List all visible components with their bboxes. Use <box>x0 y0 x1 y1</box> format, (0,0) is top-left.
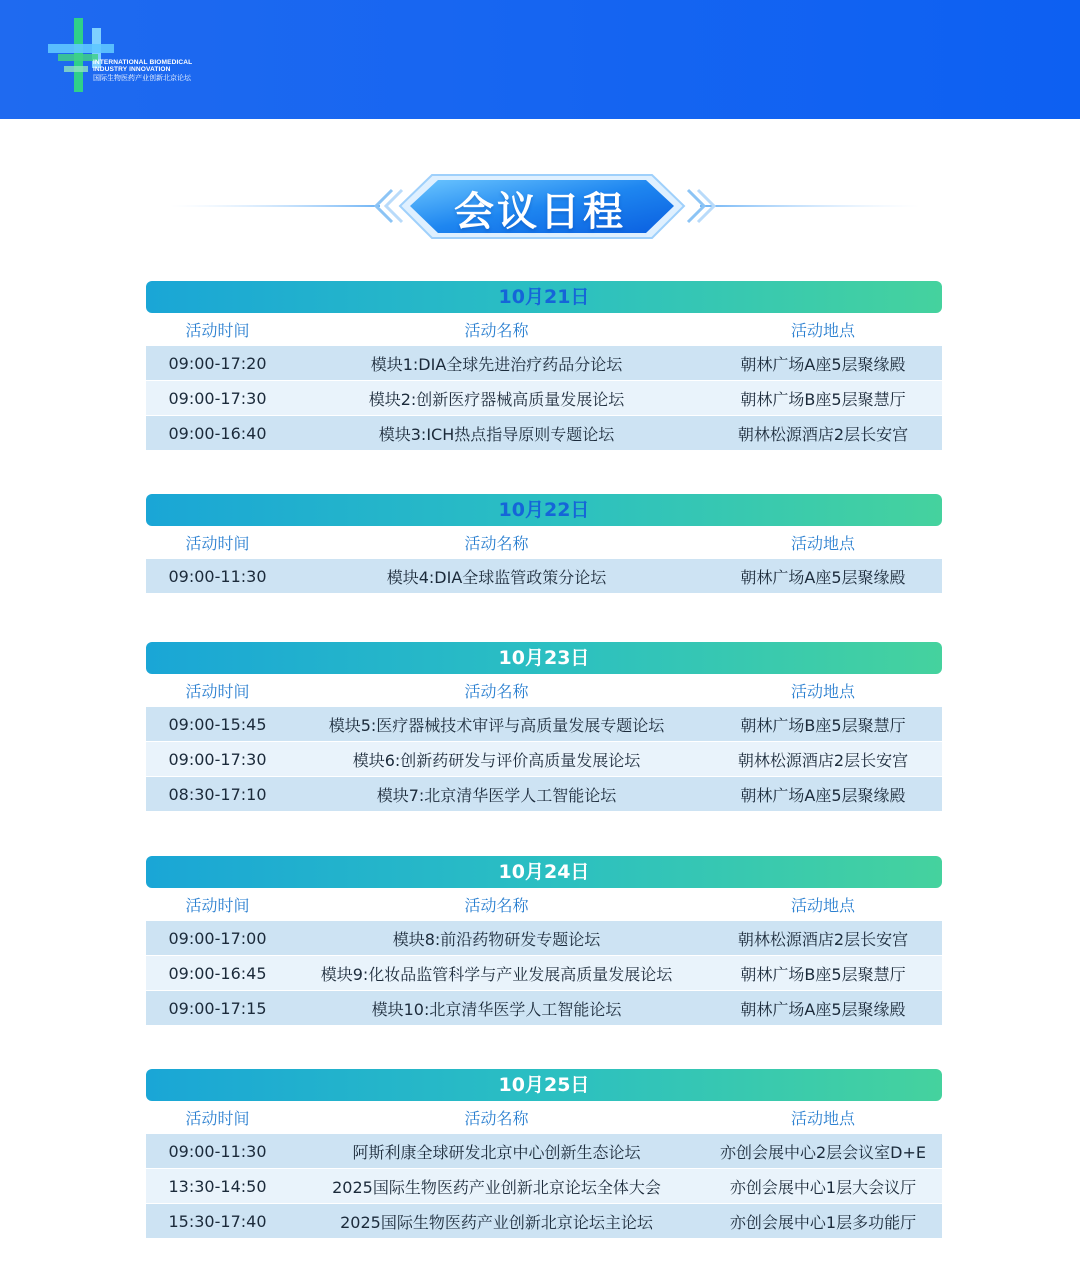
session-name: 模块5:医疗器械技术审评与高质量发展专题论坛 <box>328 715 665 735</box>
session-time: 08:30-17:10 <box>168 784 267 804</box>
session-name: 模块7:北京清华医学人工智能论坛 <box>376 785 617 805</box>
table-row <box>146 1134 942 1168</box>
column-header-time: 活动时间 <box>185 1109 250 1128</box>
session-location: 朝林广场A座5层聚缘殿 <box>740 354 906 374</box>
session-name: 2025国际生物医药产业创新北京论坛主论坛 <box>340 1212 653 1232</box>
session-location: 朝林广场A座5层聚缘殿 <box>740 999 906 1019</box>
session-name: 模块8:前沿药物研发专题论坛 <box>392 929 601 949</box>
table-row <box>146 346 942 380</box>
session-name: 模块1:DIA全球先进治疗药品分论坛 <box>370 354 623 374</box>
table-row <box>146 1169 942 1203</box>
column-header-location: 活动地点 <box>790 321 855 340</box>
session-time: 09:00-17:15 <box>168 998 267 1018</box>
session-location: 亦创会展中心1层多功能厅 <box>729 1212 917 1232</box>
table-row <box>146 707 942 741</box>
session-time: 09:00-17:20 <box>168 353 267 373</box>
session-name: 阿斯利康全球研发北京中心创新生态论坛 <box>352 1142 641 1162</box>
table-row <box>146 1204 942 1238</box>
date-header: 10月22日 <box>146 494 942 526</box>
logo-chinese-text: 国际生物医药产业创新北京论坛 <box>93 73 191 82</box>
column-header-name: 活动名称 <box>464 896 529 915</box>
column-header-time: 活动时间 <box>185 896 250 915</box>
session-name: 模块6:创新药研发与评价高质量发展论坛 <box>352 750 641 770</box>
day-section-4 <box>146 856 942 1026</box>
session-time: 09:00-17:30 <box>168 388 267 408</box>
session-location: 朝林广场A座5层聚缘殿 <box>740 567 906 587</box>
column-header-name: 活动名称 <box>464 534 529 553</box>
session-time: 09:00-11:30 <box>168 566 267 586</box>
day-section-5 <box>146 1069 942 1239</box>
session-time: 09:00-15:45 <box>168 714 267 734</box>
day-section-2 <box>146 494 942 594</box>
session-time: 09:00-16:45 <box>168 963 267 983</box>
column-header-row <box>146 1101 942 1134</box>
column-header-location: 活动地点 <box>790 896 855 915</box>
column-header-location: 活动地点 <box>790 534 855 553</box>
table-row <box>146 777 942 811</box>
session-time: 09:00-17:00 <box>168 928 267 948</box>
date-header: 10月24日 <box>146 856 942 888</box>
session-name: 模块9:化妆品监管科学与产业发展高质量发展论坛 <box>320 964 673 984</box>
session-time: 13:30-14:50 <box>168 1176 267 1196</box>
session-location: 朝林广场B座5层聚慧厅 <box>740 389 906 409</box>
table-row <box>146 381 942 415</box>
table-row <box>146 956 942 990</box>
session-location: 朝林广场B座5层聚慧厅 <box>740 964 906 984</box>
column-header-name: 活动名称 <box>464 321 529 340</box>
column-header-row <box>146 674 942 707</box>
session-name: 模块2:创新医疗器械高质量发展论坛 <box>368 389 625 409</box>
session-name: 2025国际生物医药产业创新北京论坛全体大会 <box>332 1177 661 1197</box>
table-row <box>146 559 942 593</box>
column-header-row <box>146 526 942 559</box>
column-header-row <box>146 888 942 921</box>
column-header-time: 活动时间 <box>185 534 250 553</box>
table-row <box>146 416 942 450</box>
column-header-row <box>146 313 942 346</box>
session-name: 模块10:北京清华医学人工智能论坛 <box>371 999 622 1019</box>
session-time: 09:00-16:40 <box>168 423 267 443</box>
column-header-location: 活动地点 <box>790 1109 855 1128</box>
column-header-time: 活动时间 <box>185 682 250 701</box>
session-location: 亦创会展中心2层会议室D+E <box>719 1142 927 1162</box>
table-row <box>146 921 942 955</box>
logo-text <box>93 60 192 82</box>
date-header: 10月25日 <box>146 1069 942 1101</box>
page-title: 会议日程 <box>454 189 626 235</box>
session-name: 模块3:ICH热点指导原则专题论坛 <box>378 424 615 444</box>
session-name: 模块4:DIA全球监管政策分论坛 <box>386 567 607 587</box>
session-location: 朝林松源酒店2层长安宫 <box>737 929 909 949</box>
session-location: 朝林松源酒店2层长安宫 <box>737 424 909 444</box>
session-time: 15:30-17:40 <box>168 1211 267 1231</box>
column-header-name: 活动名称 <box>464 682 529 701</box>
session-location: 亦创会展中心1层大会议厅 <box>729 1177 917 1197</box>
day-section-1 <box>146 281 942 451</box>
forum-logo <box>44 14 214 94</box>
header-bar <box>0 0 1080 119</box>
date-header: 10月21日 <box>146 281 942 313</box>
column-header-name: 活动名称 <box>464 1109 529 1128</box>
session-time: 09:00-17:30 <box>168 749 267 769</box>
table-row <box>146 991 942 1025</box>
column-header-time: 活动时间 <box>185 321 250 340</box>
agenda-title-banner <box>0 168 1080 244</box>
day-section-3 <box>146 642 942 812</box>
session-location: 朝林松源酒店2层长安宫 <box>737 750 909 770</box>
session-time: 09:00-11:30 <box>168 1141 267 1161</box>
date-header: 10月23日 <box>146 642 942 674</box>
logo-english-text: INTERNATIONAL BIOMEDICAL INDUSTRY INNOVATION <box>93 59 193 73</box>
session-location: 朝林广场B座5层聚慧厅 <box>740 715 906 735</box>
table-row <box>146 742 942 776</box>
column-header-location: 活动地点 <box>790 682 855 701</box>
session-location: 朝林广场A座5层聚缘殿 <box>740 785 906 805</box>
